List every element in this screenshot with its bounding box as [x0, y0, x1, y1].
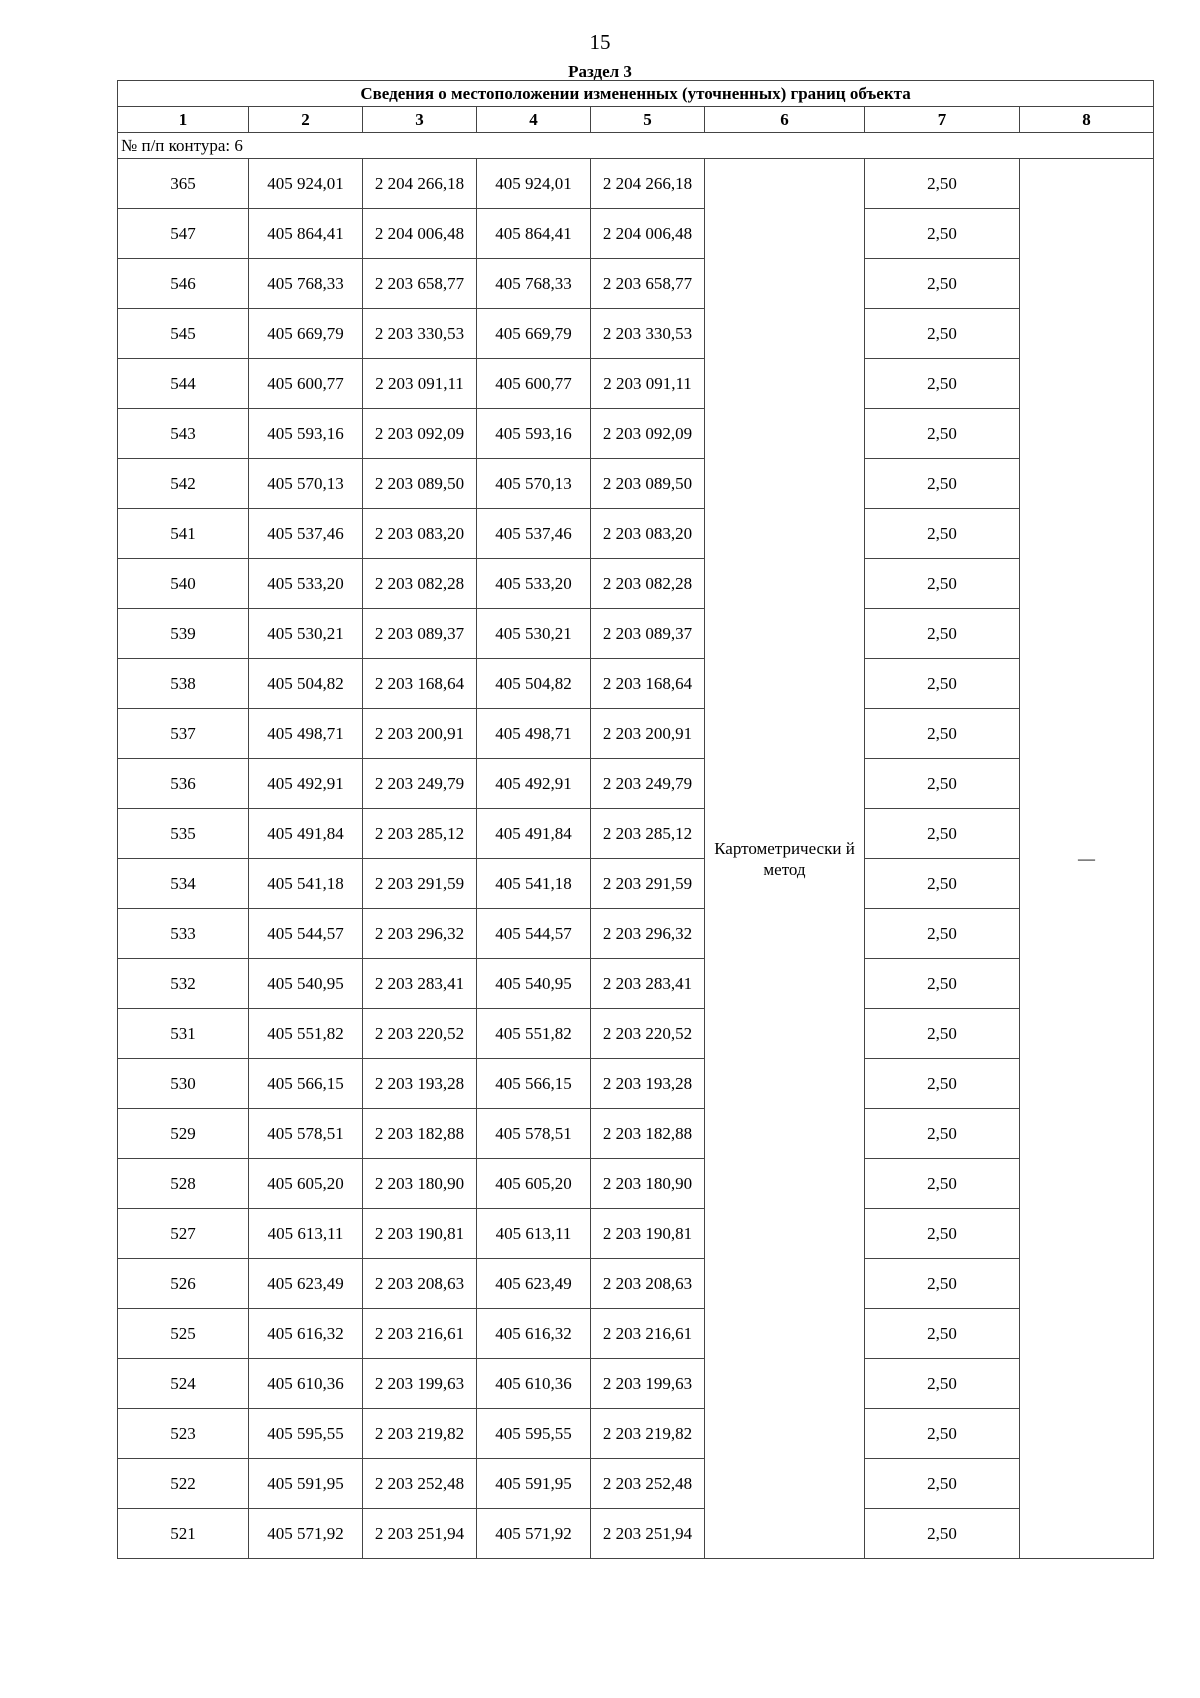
cell-y1: 2 204 266,18 — [363, 159, 477, 209]
cell-n: 532 — [118, 959, 249, 1009]
cell-accuracy: 2,50 — [865, 1309, 1020, 1359]
cell-y2: 2 203 092,09 — [591, 409, 705, 459]
cell-x2: 405 616,32 — [477, 1309, 591, 1359]
cell-n: 543 — [118, 409, 249, 459]
table-row — [118, 409, 1154, 459]
cell-y1: 2 203 208,63 — [363, 1259, 477, 1309]
cell-x2: 405 591,95 — [477, 1459, 591, 1509]
cell-x2: 405 491,84 — [477, 809, 591, 859]
table-row — [118, 759, 1154, 809]
cell-y2: 2 204 006,48 — [591, 209, 705, 259]
cell-x2: 405 544,57 — [477, 909, 591, 959]
cell-x1: 405 578,51 — [249, 1109, 363, 1159]
cell-x2: 405 570,13 — [477, 459, 591, 509]
table-row — [118, 859, 1154, 909]
cell-y2: 2 203 291,59 — [591, 859, 705, 909]
cell-accuracy: 2,50 — [865, 1159, 1020, 1209]
cell-x1: 405 595,55 — [249, 1409, 363, 1459]
cell-y1: 2 203 082,28 — [363, 559, 477, 609]
cell-x1: 405 566,15 — [249, 1059, 363, 1109]
cell-x2: 405 610,36 — [477, 1359, 591, 1409]
cell-x1: 405 669,79 — [249, 309, 363, 359]
cell-y1: 2 203 168,64 — [363, 659, 477, 709]
cell-y1: 2 203 296,32 — [363, 909, 477, 959]
cell-y1: 2 203 199,63 — [363, 1359, 477, 1409]
table-row — [118, 209, 1154, 259]
cell-x2: 405 566,15 — [477, 1059, 591, 1109]
cell-accuracy: 2,50 — [865, 1059, 1020, 1109]
table-row — [118, 1159, 1154, 1209]
cell-accuracy: 2,50 — [865, 409, 1020, 459]
cell-n: 531 — [118, 1009, 249, 1059]
cell-y2: 2 204 266,18 — [591, 159, 705, 209]
cell-n: 533 — [118, 909, 249, 959]
table-row — [118, 1059, 1154, 1109]
cell-y1: 2 204 006,48 — [363, 209, 477, 259]
cell-x2: 405 613,11 — [477, 1209, 591, 1259]
table-row — [118, 1209, 1154, 1259]
cell-x2: 405 768,33 — [477, 259, 591, 309]
cell-y2: 2 203 216,61 — [591, 1309, 705, 1359]
table-row — [118, 709, 1154, 759]
page-number: 15 — [589, 30, 611, 54]
cell-accuracy: 2,50 — [865, 1409, 1020, 1459]
cell-accuracy: 2,50 — [865, 559, 1020, 609]
cell-y2: 2 203 330,53 — [591, 309, 705, 359]
column-number: 6 — [705, 107, 865, 133]
cell-x1: 405 491,84 — [249, 809, 363, 859]
cell-n: 546 — [118, 259, 249, 309]
cell-y2: 2 203 219,82 — [591, 1409, 705, 1459]
cell-y2: 2 203 199,63 — [591, 1359, 705, 1409]
cell-accuracy: 2,50 — [865, 709, 1020, 759]
table-row — [118, 359, 1154, 409]
cell-x1: 405 768,33 — [249, 259, 363, 309]
cell-x1: 405 610,36 — [249, 1359, 363, 1409]
cell-n: 545 — [118, 309, 249, 359]
cell-n: 522 — [118, 1459, 249, 1509]
cell-x1: 405 533,20 — [249, 559, 363, 609]
cell-y2: 2 203 200,91 — [591, 709, 705, 759]
table-row — [118, 559, 1154, 609]
cell-y2: 2 203 296,32 — [591, 909, 705, 959]
cell-n: 521 — [118, 1509, 249, 1559]
cell-y2: 2 203 082,28 — [591, 559, 705, 609]
cell-y2: 2 203 251,94 — [591, 1509, 705, 1559]
cell-y2: 2 203 089,50 — [591, 459, 705, 509]
cell-x2: 405 864,41 — [477, 209, 591, 259]
table-row — [118, 609, 1154, 659]
cell-x2: 405 530,21 — [477, 609, 591, 659]
cell-x1: 405 593,16 — [249, 409, 363, 459]
cell-y1: 2 203 219,82 — [363, 1409, 477, 1459]
cell-n: 523 — [118, 1409, 249, 1459]
table-row — [118, 959, 1154, 1009]
cell-n: 527 — [118, 1209, 249, 1259]
cell-y1: 2 203 249,79 — [363, 759, 477, 809]
cell-accuracy: 2,50 — [865, 459, 1020, 509]
cell-y2: 2 203 252,48 — [591, 1459, 705, 1509]
cell-accuracy: 2,50 — [865, 1259, 1020, 1309]
cell-y1: 2 203 193,28 — [363, 1059, 477, 1109]
cell-x1: 405 504,82 — [249, 659, 363, 709]
cell-x1: 405 492,91 — [249, 759, 363, 809]
cell-accuracy: 2,50 — [865, 859, 1020, 909]
column-number: 4 — [477, 107, 591, 133]
cell-x1: 405 613,11 — [249, 1209, 363, 1259]
cell-y1: 2 203 089,37 — [363, 609, 477, 659]
cell-x2: 405 551,82 — [477, 1009, 591, 1059]
cell-accuracy: 2,50 — [865, 159, 1020, 209]
cell-x1: 405 864,41 — [249, 209, 363, 259]
cell-x1: 405 571,92 — [249, 1509, 363, 1559]
cell-n: 534 — [118, 859, 249, 909]
table-row — [118, 909, 1154, 959]
cell-n: 547 — [118, 209, 249, 259]
cell-n: 530 — [118, 1059, 249, 1109]
cell-x1: 405 570,13 — [249, 459, 363, 509]
cell-n: 537 — [118, 709, 249, 759]
table-row — [118, 1509, 1154, 1559]
cell-x2: 405 533,20 — [477, 559, 591, 609]
cell-x1: 405 498,71 — [249, 709, 363, 759]
cell-y1: 2 203 330,53 — [363, 309, 477, 359]
cell-x2: 405 600,77 — [477, 359, 591, 409]
cell-y2: 2 203 249,79 — [591, 759, 705, 809]
table-row — [118, 159, 1154, 209]
column-number: 3 — [363, 107, 477, 133]
table-row — [118, 659, 1154, 709]
cell-n: 538 — [118, 659, 249, 709]
cell-x2: 405 541,18 — [477, 859, 591, 909]
cell-x2: 405 492,91 — [477, 759, 591, 809]
cell-accuracy: 2,50 — [865, 1509, 1020, 1559]
cell-x1: 405 600,77 — [249, 359, 363, 409]
cell-accuracy: 2,50 — [865, 309, 1020, 359]
cell-x1: 405 540,95 — [249, 959, 363, 1009]
cell-n: 365 — [118, 159, 249, 209]
table-row — [118, 1309, 1154, 1359]
table-row — [118, 1259, 1154, 1309]
column-number-row — [118, 107, 1154, 133]
cell-n: 539 — [118, 609, 249, 659]
table-row — [118, 1359, 1154, 1409]
cell-accuracy: 2,50 — [865, 359, 1020, 409]
cell-y2: 2 203 180,90 — [591, 1159, 705, 1209]
cell-y2: 2 203 220,52 — [591, 1009, 705, 1059]
cell-n: 544 — [118, 359, 249, 409]
column-number: 2 — [249, 107, 363, 133]
cell-y2: 2 203 285,12 — [591, 809, 705, 859]
table-row — [118, 509, 1154, 559]
cell-x2: 405 540,95 — [477, 959, 591, 1009]
cell-x1: 405 530,21 — [249, 609, 363, 659]
cell-accuracy: 2,50 — [865, 609, 1020, 659]
table-caption: Сведения о местоположении измененных (уточненных) границ объекта — [118, 81, 1154, 107]
cell-y1: 2 203 216,61 — [363, 1309, 477, 1359]
cell-y1: 2 203 091,11 — [363, 359, 477, 409]
table-row — [118, 1409, 1154, 1459]
cell-x2: 405 498,71 — [477, 709, 591, 759]
cell-y1: 2 203 252,48 — [363, 1459, 477, 1509]
table-row — [118, 459, 1154, 509]
cell-x1: 405 537,46 — [249, 509, 363, 559]
cell-accuracy: 2,50 — [865, 759, 1020, 809]
column-number: 1 — [118, 107, 249, 133]
cell-y1: 2 203 200,91 — [363, 709, 477, 759]
cell-x2: 405 605,20 — [477, 1159, 591, 1209]
table-row — [118, 809, 1154, 859]
cell-y1: 2 203 291,59 — [363, 859, 477, 909]
cell-y2: 2 203 208,63 — [591, 1259, 705, 1309]
cell-accuracy: 2,50 — [865, 509, 1020, 559]
cell-x1: 405 544,57 — [249, 909, 363, 959]
table-row — [118, 1009, 1154, 1059]
cell-y2: 2 203 193,28 — [591, 1059, 705, 1109]
cell-accuracy: 2,50 — [865, 209, 1020, 259]
column-number: 5 — [591, 107, 705, 133]
cell-y2: 2 203 083,20 — [591, 509, 705, 559]
column-8-cell: — — [1020, 159, 1154, 1559]
cell-y2: 2 203 168,64 — [591, 659, 705, 709]
cell-y1: 2 203 251,94 — [363, 1509, 477, 1559]
cell-n: 528 — [118, 1159, 249, 1209]
cell-x2: 405 537,46 — [477, 509, 591, 559]
contour-label: № п/п контура: 6 — [118, 133, 1154, 159]
cell-y1: 2 203 283,41 — [363, 959, 477, 1009]
cell-y1: 2 203 658,77 — [363, 259, 477, 309]
cell-y1: 2 203 089,50 — [363, 459, 477, 509]
cell-x2: 405 669,79 — [477, 309, 591, 359]
cell-accuracy: 2,50 — [865, 1209, 1020, 1259]
cell-x2: 405 623,49 — [477, 1259, 591, 1309]
cell-x2: 405 595,55 — [477, 1409, 591, 1459]
cell-n: 525 — [118, 1309, 249, 1359]
cell-accuracy: 2,50 — [865, 1109, 1020, 1159]
cell-accuracy: 2,50 — [865, 1459, 1020, 1509]
cell-x1: 405 551,82 — [249, 1009, 363, 1059]
cell-y2: 2 203 190,81 — [591, 1209, 705, 1259]
cell-n: 535 — [118, 809, 249, 859]
cell-y2: 2 203 091,11 — [591, 359, 705, 409]
cell-x1: 405 605,20 — [249, 1159, 363, 1209]
cell-x2: 405 504,82 — [477, 659, 591, 709]
cell-n: 542 — [118, 459, 249, 509]
cell-y1: 2 203 182,88 — [363, 1109, 477, 1159]
section-title: Раздел 3 — [568, 62, 632, 81]
cell-n: 541 — [118, 509, 249, 559]
cell-x1: 405 924,01 — [249, 159, 363, 209]
cell-n: 524 — [118, 1359, 249, 1409]
table-row — [118, 1109, 1154, 1159]
cell-y2: 2 203 658,77 — [591, 259, 705, 309]
table-row — [118, 1459, 1154, 1509]
cell-n: 529 — [118, 1109, 249, 1159]
boundary-coordinates-table — [117, 80, 1154, 1559]
cell-x2: 405 571,92 — [477, 1509, 591, 1559]
column-number: 8 — [1020, 107, 1154, 133]
cell-x1: 405 541,18 — [249, 859, 363, 909]
cell-accuracy: 2,50 — [865, 659, 1020, 709]
cell-y2: 2 203 283,41 — [591, 959, 705, 1009]
table-row — [118, 259, 1154, 309]
cell-n: 540 — [118, 559, 249, 609]
cell-n: 536 — [118, 759, 249, 809]
column-number: 7 — [865, 107, 1020, 133]
table-row — [118, 309, 1154, 359]
cell-y2: 2 203 182,88 — [591, 1109, 705, 1159]
cell-accuracy: 2,50 — [865, 809, 1020, 859]
method-cell: Картометрически й метод — [705, 159, 865, 1559]
cell-y1: 2 203 092,09 — [363, 409, 477, 459]
cell-y1: 2 203 220,52 — [363, 1009, 477, 1059]
cell-x1: 405 623,49 — [249, 1259, 363, 1309]
cell-y1: 2 203 190,81 — [363, 1209, 477, 1259]
cell-x1: 405 591,95 — [249, 1459, 363, 1509]
cell-x2: 405 924,01 — [477, 159, 591, 209]
cell-accuracy: 2,50 — [865, 909, 1020, 959]
cell-x2: 405 593,16 — [477, 409, 591, 459]
cell-x2: 405 578,51 — [477, 1109, 591, 1159]
cell-accuracy: 2,50 — [865, 1009, 1020, 1059]
cell-y2: 2 203 089,37 — [591, 609, 705, 659]
cell-y1: 2 203 285,12 — [363, 809, 477, 859]
cell-x1: 405 616,32 — [249, 1309, 363, 1359]
cell-y1: 2 203 083,20 — [363, 509, 477, 559]
cell-accuracy: 2,50 — [865, 1359, 1020, 1409]
cell-accuracy: 2,50 — [865, 259, 1020, 309]
cell-n: 526 — [118, 1259, 249, 1309]
cell-accuracy: 2,50 — [865, 959, 1020, 1009]
cell-y1: 2 203 180,90 — [363, 1159, 477, 1209]
